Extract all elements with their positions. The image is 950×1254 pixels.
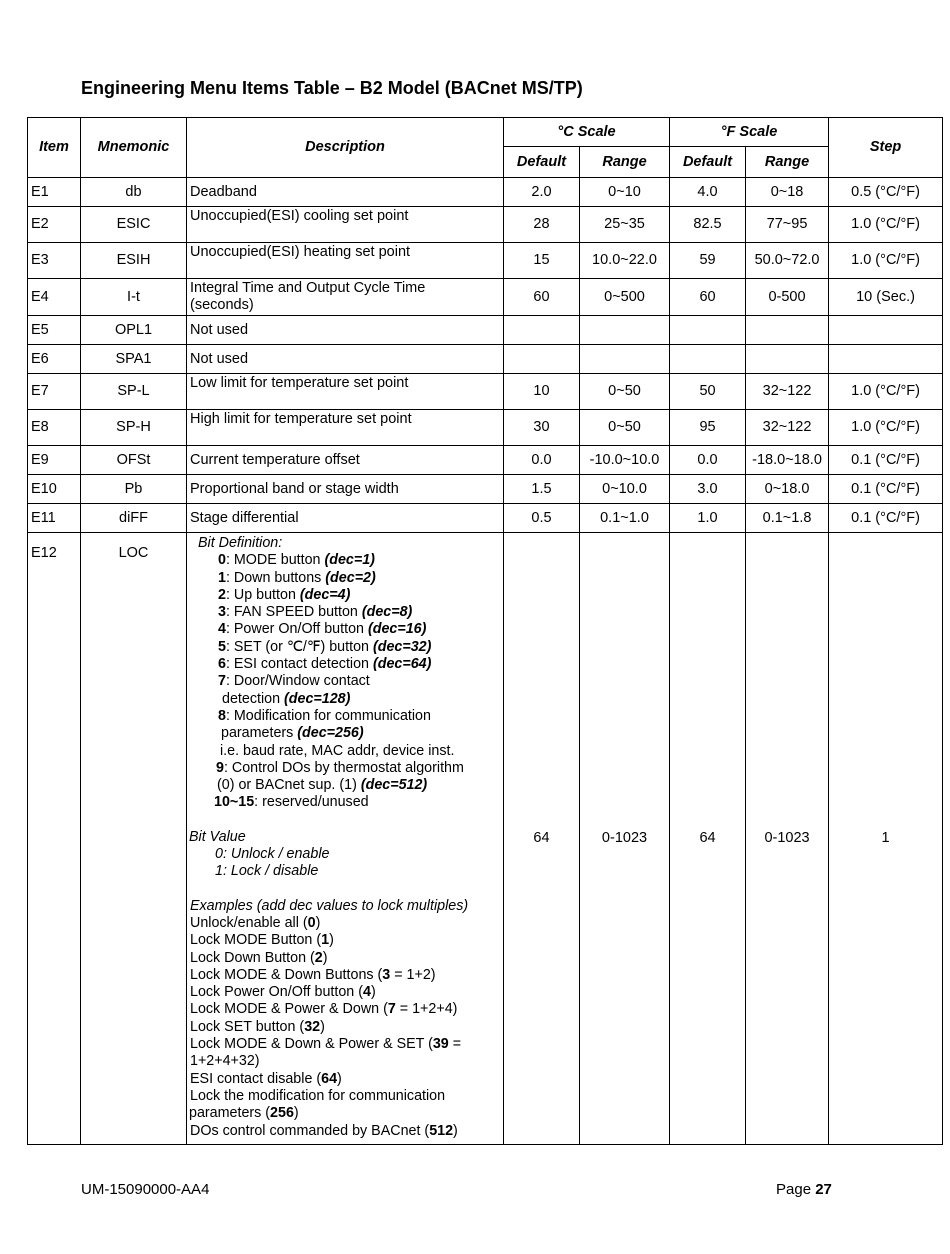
item-cell: E12 — [28, 533, 81, 1145]
c-range-cell: -10.0~10.0 — [580, 446, 670, 475]
f-default-cell: 0.0 — [670, 446, 746, 475]
c-range-cell: 0~50 — [580, 374, 670, 410]
description-cell: Stage differential — [187, 504, 504, 533]
page-number: Page 27 — [776, 1181, 832, 1198]
item-cell: E9 — [28, 446, 81, 475]
bit-value-line: 0: Unlock / enable — [215, 846, 330, 863]
table-row — [28, 243, 943, 279]
mnemonic-cell: LOC — [81, 533, 187, 1145]
c-range-cell: 0~50 — [580, 410, 670, 446]
header-description: Description — [187, 118, 504, 178]
bit-line: 4: Power On/Off button (dec=16) — [218, 621, 427, 638]
step-cell: 0.5 (°C/°F) — [829, 178, 943, 207]
bit-line: 3: FAN SPEED button (dec=8) — [218, 604, 413, 621]
f-range-cell: 0.1~1.8 — [746, 504, 829, 533]
step-cell — [829, 345, 943, 374]
bit-definition-label: Bit Definition: — [198, 535, 283, 551]
item-cell: E4 — [28, 279, 81, 316]
c-default-cell: 10 — [504, 374, 580, 410]
item-cell: E7 — [28, 374, 81, 410]
step-cell: 10 (Sec.) — [829, 279, 943, 316]
step-cell: 1.0 (°C/°F) — [829, 374, 943, 410]
item-cell: E1 — [28, 178, 81, 207]
mnemonic-cell: OPL1 — [81, 316, 187, 345]
step-cell: 1.0 (°C/°F) — [829, 243, 943, 279]
table-row — [28, 504, 943, 533]
header-f-default: Default — [670, 147, 746, 178]
f-default-cell: 1.0 — [670, 504, 746, 533]
bit-value-line: 1: Lock / disable — [215, 863, 319, 880]
header-c-range: Range — [580, 147, 670, 178]
item-cell: E8 — [28, 410, 81, 446]
mnemonic-cell: SPA1 — [81, 345, 187, 374]
bit-line: 5: SET (or ℃/℉) button (dec=32) — [218, 638, 432, 655]
description-cell: Not used — [187, 316, 504, 345]
example-line: parameters (256) — [189, 1105, 299, 1122]
mnemonic-cell: diFF — [81, 504, 187, 533]
example-line: Unlock/enable all (0) — [190, 914, 321, 931]
f-default-cell: 50 — [670, 374, 746, 410]
example-line: ESI contact disable (64) — [190, 1070, 342, 1087]
mnemonic-cell: OFSt — [81, 446, 187, 475]
header-f-scale: °F Scale — [670, 118, 829, 147]
description-cell: Proportional band or stage width — [187, 475, 504, 504]
description-cell: High limit for temperature set point — [187, 410, 504, 446]
c-default-cell: 60 — [504, 279, 580, 316]
item-cell: E5 — [28, 316, 81, 345]
mnemonic-cell: Pb — [81, 475, 187, 504]
mnemonic-cell: SP-H — [81, 410, 187, 446]
table-row — [28, 279, 943, 316]
bit-line: 7: Door/Window contact — [218, 673, 370, 690]
table-row — [28, 178, 943, 207]
example-line: Lock MODE Button (1) — [190, 932, 334, 949]
table-row — [28, 446, 943, 475]
step-cell: 0.1 (°C/°F) — [829, 504, 943, 533]
f-range-cell: 0-1023 — [746, 533, 829, 1145]
example-line: Lock the modification for communication — [190, 1087, 446, 1104]
table-row — [28, 345, 943, 374]
c-default-cell: 0.0 — [504, 446, 580, 475]
step-cell: 1.0 (°C/°F) — [829, 410, 943, 446]
step-cell — [829, 316, 943, 345]
document-id: UM-15090000-AA4 — [81, 1181, 210, 1198]
c-range-cell — [580, 345, 670, 374]
example-line: Lock MODE & Power & Down (7 = 1+2+4) — [190, 1001, 458, 1018]
f-range-cell: 0~18.0 — [746, 475, 829, 504]
c-range-cell: 0.1~1.0 — [580, 504, 670, 533]
c-range-cell: 0~10 — [580, 178, 670, 207]
example-line: Lock MODE & Down Buttons (3 = 1+2) — [190, 966, 436, 983]
c-default-cell: 64 — [504, 533, 580, 1145]
engineering-menu-table — [27, 117, 943, 1145]
c-default-cell: 15 — [504, 243, 580, 279]
item-cell: E2 — [28, 207, 81, 243]
description-cell: Current temperature offset — [187, 446, 504, 475]
c-range-cell: 0-1023 — [580, 533, 670, 1145]
c-range-cell: 10.0~22.0 — [580, 243, 670, 279]
description-cell: Deadband — [187, 178, 504, 207]
table-row-e12 — [28, 533, 943, 1145]
item-cell: E10 — [28, 475, 81, 504]
c-default-cell: 30 — [504, 410, 580, 446]
f-default-cell: 59 — [670, 243, 746, 279]
description-cell: Unoccupied(ESI) heating set point — [187, 243, 504, 279]
lock-description-cell — [187, 533, 504, 1145]
example-line: Lock Down Button (2) — [190, 949, 328, 966]
f-default-cell: 82.5 — [670, 207, 746, 243]
c-default-cell: 28 — [504, 207, 580, 243]
bit-line: 2: Up button (dec=4) — [218, 586, 351, 603]
table-row — [28, 410, 943, 446]
header-mnemonic: Mnemonic — [81, 118, 187, 178]
f-default-cell: 95 — [670, 410, 746, 446]
bit-line: 9: Control DOs by thermostat algorithm — [216, 759, 464, 776]
mnemonic-cell: SP-L — [81, 374, 187, 410]
f-default-cell: 60 — [670, 279, 746, 316]
table-row — [28, 475, 943, 504]
header-c-default: Default — [504, 147, 580, 178]
header-f-range: Range — [746, 147, 829, 178]
mnemonic-cell: I-t — [81, 279, 187, 316]
c-range-cell — [580, 316, 670, 345]
bit-line: i.e. baud rate, MAC addr, device inst. — [220, 742, 455, 759]
step-cell: 1 — [829, 533, 943, 1145]
f-default-cell: 3.0 — [670, 475, 746, 504]
example-line: Lock Power On/Off button (4) — [190, 984, 376, 1001]
description-cell: Low limit for temperature set point — [187, 374, 504, 410]
item-cell: E6 — [28, 345, 81, 374]
c-range-cell: 25~35 — [580, 207, 670, 243]
f-default-cell — [670, 345, 746, 374]
f-range-cell: 77~95 — [746, 207, 829, 243]
step-cell: 0.1 (°C/°F) — [829, 475, 943, 504]
example-line: 1+2+4+32) — [190, 1053, 260, 1070]
f-default-cell: 64 — [670, 533, 746, 1145]
c-default-cell — [504, 345, 580, 374]
f-range-cell: 32~122 — [746, 410, 829, 446]
bit-line: (0) or BACnet sup. (1) (dec=512) — [217, 777, 428, 794]
table-row — [28, 207, 943, 243]
f-range-cell — [746, 345, 829, 374]
item-cell: E11 — [28, 504, 81, 533]
mnemonic-cell: ESIC — [81, 207, 187, 243]
header-step: Step — [829, 118, 943, 178]
page-title: Engineering Menu Items Table – B2 Model (BACnet MS/TP) — [81, 78, 583, 98]
c-range-cell: 0~500 — [580, 279, 670, 316]
bit-line: 10~15: reserved/unused — [214, 794, 369, 811]
f-range-cell: 0~18 — [746, 178, 829, 207]
table-row — [28, 374, 943, 410]
item-cell: E3 — [28, 243, 81, 279]
example-line: Lock SET button (32) — [190, 1018, 325, 1035]
header-item: Item — [28, 118, 81, 178]
example-line: Lock MODE & Down & Power & SET (39 = — [190, 1036, 462, 1053]
bit-line: parameters (dec=256) — [221, 725, 364, 742]
mnemonic-cell: ESIH — [81, 243, 187, 279]
description-cell: Not used — [187, 345, 504, 374]
f-default-cell — [670, 316, 746, 345]
table-row — [28, 316, 943, 345]
c-range-cell: 0~10.0 — [580, 475, 670, 504]
bit-line: 0: MODE button (dec=1) — [218, 552, 375, 569]
c-default-cell: 0.5 — [504, 504, 580, 533]
description-line: Integral Time and Output Cycle Time — [190, 280, 426, 296]
mnemonic-cell: db — [81, 178, 187, 207]
step-cell: 1.0 (°C/°F) — [829, 207, 943, 243]
f-range-cell: 0-500 — [746, 279, 829, 316]
examples-label: Examples (add dec values to lock multiples) — [190, 897, 469, 914]
c-default-cell: 2.0 — [504, 178, 580, 207]
bit-line: 6: ESI contact detection (dec=64) — [218, 656, 432, 673]
step-cell: 0.1 (°C/°F) — [829, 446, 943, 475]
f-range-cell: 32~122 — [746, 374, 829, 410]
f-range-cell: 50.0~72.0 — [746, 243, 829, 279]
c-default-cell: 1.5 — [504, 475, 580, 504]
c-default-cell — [504, 316, 580, 345]
f-default-cell: 4.0 — [670, 178, 746, 207]
lock-bit-definitions — [189, 535, 501, 1140]
bit-line: detection (dec=128) — [222, 690, 351, 707]
header-c-scale: °C Scale — [504, 118, 670, 147]
description-line: (seconds) — [190, 297, 254, 313]
f-range-cell: -18.0~18.0 — [746, 446, 829, 475]
f-range-cell — [746, 316, 829, 345]
description-cell: Unoccupied(ESI) cooling set point — [187, 207, 504, 243]
bit-value-label: Bit Value — [189, 828, 246, 845]
bit-line: 1: Down buttons (dec=2) — [218, 569, 376, 586]
example-line: DOs control commanded by BACnet (512) — [190, 1122, 458, 1139]
bit-line: 8: Modification for communication — [218, 707, 431, 724]
description-cell — [187, 279, 504, 316]
